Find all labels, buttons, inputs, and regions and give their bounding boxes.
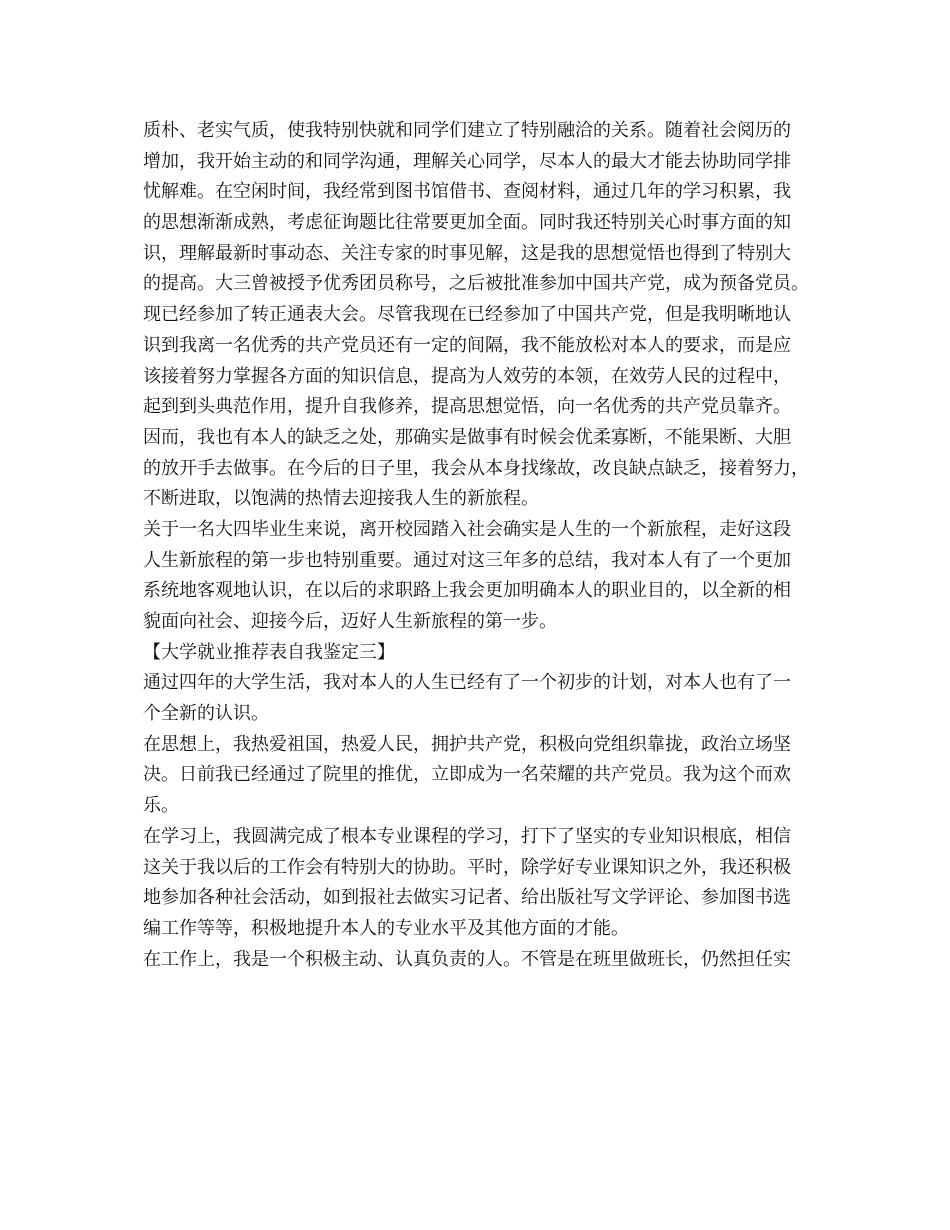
text-line: 该接着努力掌握各方面的知识信息，提高为人效劳的本领，在效劳人民的过程中， xyxy=(143,365,791,387)
text-line: 貌面向社会、迎接今后，迈好人生新旅程的第一步。 xyxy=(143,611,557,632)
text-line: 不断进取，以饱满的热情去迎接我人生的新旅程。 xyxy=(143,488,539,510)
text-line: 决。日前我已经通过了院里的推优，立即成为一名荣耀的共产党员。我为这个而欢 xyxy=(143,764,791,786)
text-line: 现已经参加了转正通表大会。尽管我现在已经参加了中国共产党，但是我明晰地认 xyxy=(143,304,791,326)
text-line: 在思想上，我热爱祖国，热爱人民，拥护共产党，积极向党组织靠拢，政治立场坚 xyxy=(143,733,791,755)
text-line: 关于一名大四毕业生来说，离开校园踏入社会确实是人生的一个新旅程，走好这段 xyxy=(143,518,791,540)
text-line: 的思想渐渐成熟，考虑征询题比往常要更加全面。同时我还特别关心时事方面的知 xyxy=(143,212,791,234)
text-line: 在工作上，我是一个积极主动、认真负责的人。不管是在班里做班长，仍然担任实 xyxy=(143,948,791,970)
text-line: 因而，我也有本人的缺乏之处，那确实是做事有时候会优柔寡断，不能果断、大胆 xyxy=(143,426,791,448)
text-line: 的提高。大三曾被授予优秀团员称号，之后被批准参加中国共产党，成为预备党员。 xyxy=(143,273,809,295)
text-line: 起到到头典范作用，提升自我修养，提高思想觉悟，向一名优秀的共产党员靠齐。 xyxy=(143,396,791,418)
text-line: 识，理解最新时事动态、关注专家的时事见解，这是我的思想觉悟也得到了特别大 xyxy=(143,242,791,264)
section-heading: 【大学就业推荐表自我鉴定三】 xyxy=(143,641,395,663)
text-line: 在学习上，我圆满完成了根本专业课程的学习，打下了坚实的专业知识根底，相信 xyxy=(143,825,791,847)
text-line: 通过四年的大学生活，我对本人的人生已经有了一个初步的计划，对本人也有了一 xyxy=(143,672,791,694)
text-line: 乐。 xyxy=(143,795,179,817)
text-line: 忧解难。在空闲时间，我经常到图书馆借书、查阅材料，通过几年的学习积累，我 xyxy=(143,181,791,203)
text-line: 质朴、老实气质，使我特别快就和同学们建立了特别融洽的关系。随着社会阅历的 xyxy=(143,120,791,141)
text-line: 识到我离一名优秀的共产党员还有一定的间隔，我不能放松对本人的要求，而是应 xyxy=(143,334,791,356)
text-line: 的放开手去做事。在今后的日子里，我会从本身找缘故，改良缺点缺乏，接着努力， xyxy=(143,457,809,479)
text-line: 个全新的认识。 xyxy=(143,703,269,725)
text-line: 系统地客观地认识，在以后的求职路上我会更加明确本人的职业目的，以全新的相 xyxy=(143,580,791,602)
text-line: 地参加各种社会活动，如到报社去做实习记者、给出版社写文学评论、参加图书选 xyxy=(143,887,791,909)
text-line: 这关于我以后的工作会有特别大的协助。平时，除学好专业课知识之外，我还积极 xyxy=(143,856,791,878)
text-line: 编工作等等，积极地提升本人的专业水平及其他方面的才能。 xyxy=(143,917,629,939)
text-line: 人生新旅程的第一步也特别重要。通过对这三年多的总结，我对本人有了一个更加 xyxy=(143,549,791,571)
text-line: 增加，我开始主动的和同学沟通，理解关心同学，尽本人的最大才能去协助同学排 xyxy=(143,150,791,172)
body-text xyxy=(143,116,823,975)
